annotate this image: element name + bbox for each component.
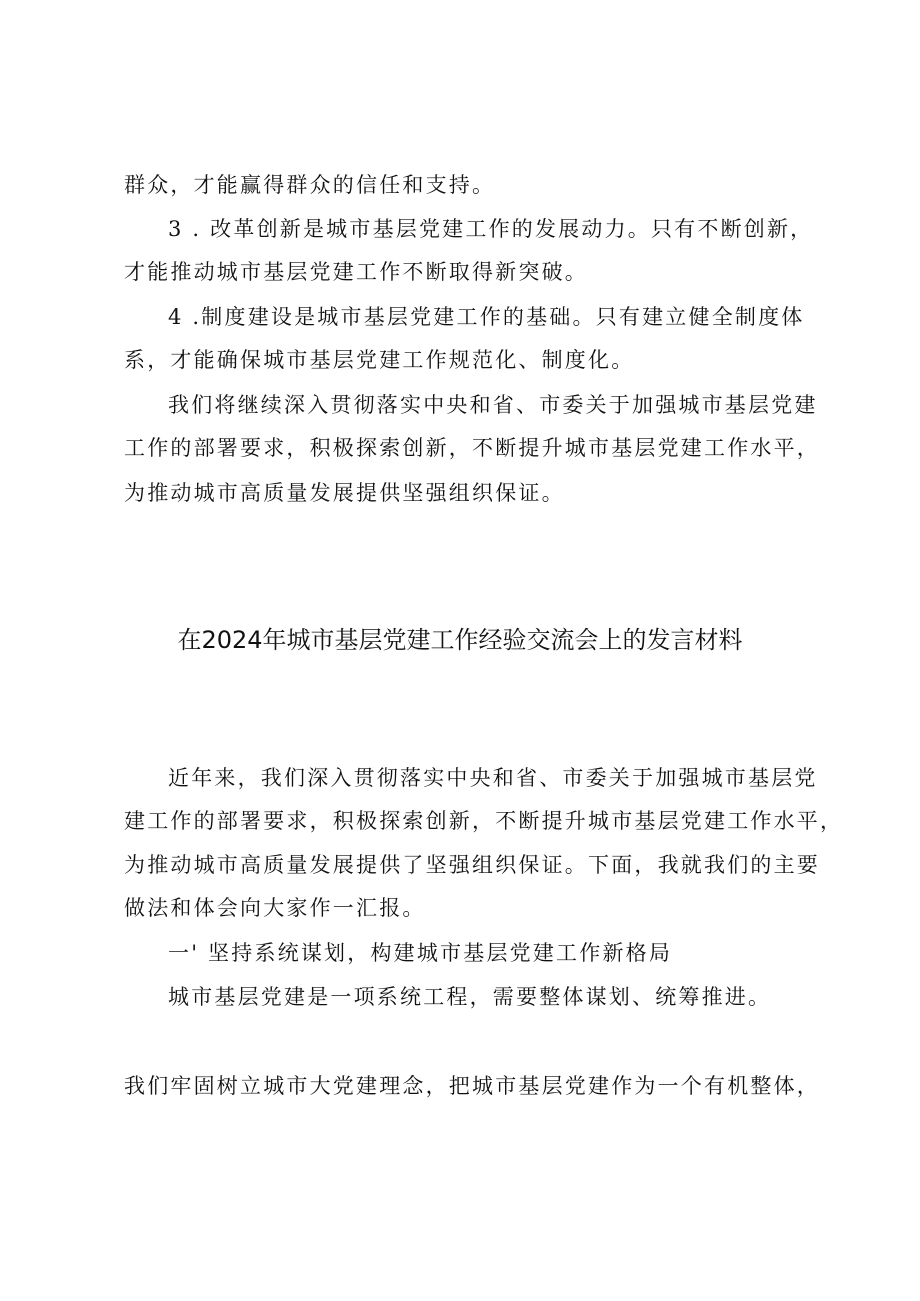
document-title: 在2024年城市基层党建工作经验交流会上的发言材料 xyxy=(177,626,743,654)
closing-paragraph-line: 我们将继续深入贯彻落实中央和省、市委关于加强城市基层党建 xyxy=(168,393,818,417)
paragraph-line: 城市基层党建是一项系统工程，需要整体谋划、统筹推进。 xyxy=(168,985,772,1009)
section-heading: 一' 坚持系统谋划，构建城市基层党建工作新格局 xyxy=(168,941,673,965)
intro-paragraph-line: 做法和体会向大家作一汇报。 xyxy=(124,896,426,920)
closing-paragraph-line: 为推动城市高质量发展提供坚强组织保证。 xyxy=(124,481,565,505)
closing-paragraph-line: 工作的部署要求，积极探索创新，不断提升城市基层党建工作水平， xyxy=(124,436,820,460)
paragraph-line: 群众，才能赢得群众的信任和支持。 xyxy=(124,173,496,197)
list-item-4-line: 系，才能确保城市基层党建工作规范化、制度化。 xyxy=(124,348,635,372)
list-item-3-line: 3 . 改革创新是城市基层党建工作的发展动力。只有不断创新， xyxy=(168,217,814,241)
intro-paragraph-line: 近年来，我们深入贯彻落实中央和省、市委关于加强城市基层党 xyxy=(168,766,818,790)
list-item-4-line: 4 .制度建设是城市基层党建工作的基础。只有建立健全制度体 xyxy=(168,305,805,329)
intro-paragraph-line: 建工作的部署要求，积极探索创新，不断提升城市基层党建工作水平， xyxy=(124,809,844,833)
intro-paragraph-line: 为推动城市高质量发展提供了坚强组织保证。下面，我就我们的主要 xyxy=(124,853,820,877)
list-item-3-line: 才能推动城市基层党建工作不断取得新突破。 xyxy=(124,260,588,284)
paragraph-line: 我们牢固树立城市大党建理念，把城市基层党建作为一个有机整体， xyxy=(124,1074,820,1098)
